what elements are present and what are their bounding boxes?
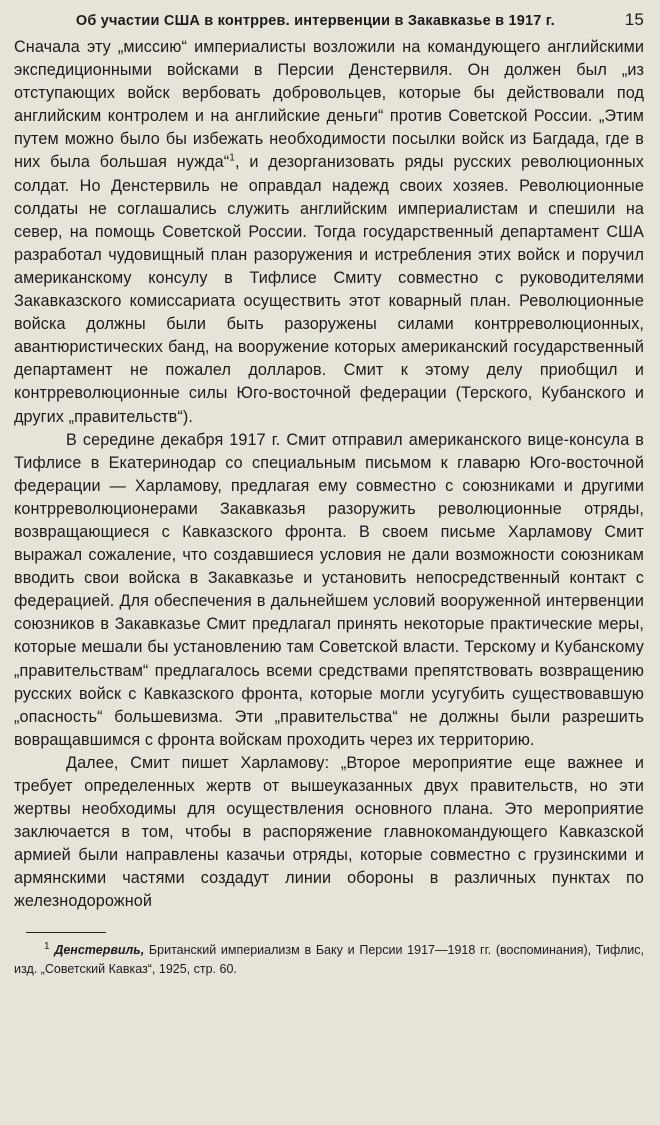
footnote-mark: 1 [44, 940, 50, 952]
body-text [14, 36, 644, 914]
paragraph-1-part-a: Сначала эту „миссию“ империалисты возложили на командующего английскими экспедиционными войсками в Персии Денстервиля. Он должен был „из отступающих войск вербовать добровольцев, которые бы действовали под английским контролем и на английские деньги“ против Советской России. „Этим путем можно было бы избежать необходимости посылки войск из Багдада, где в них была большая нужда“ [14, 38, 644, 172]
running-title: Об участии США в контррев. интервенции в Закавказье в 1917 г. [75, 13, 555, 29]
footnote-text: Британский империализм в Баку и Персии 1917—1918 гг. (воспоминания), Тифлис, изд. „Советский Кавказ“, 1925, стр. 60. [14, 942, 644, 976]
paragraph-1 [14, 36, 644, 429]
footnote-reference: 1 [229, 153, 235, 165]
footnote [14, 941, 644, 979]
paragraph-3: Далее, Смит пишет Харламову: „Второе мероприятие еще важнее и требует определенных жертв от вышеуказанных двух правительств, но эти жертвы необходимы для осуществления основного плана. Это мероприятие заключается в том, чтобы в распоряжение главнокомандующего Кавказской армией были направлены казачьи отряды, которые совместно с грузинскими и армянскими частями создадут линии обороны в различных пунктах по железнодорожной [14, 753, 644, 911]
paragraph-1-part-b: , и дезорганизовать ряды русских революционных солдат. Но Денстервиль не оправдал надежд своих хозяев. Революционные солдаты не соглашались служить английским империалистам и спешили на север, на помощь Советской России. Тогда государственный департамент США разработал чудовищный план разоружения и истребления этих войск и поручил американскому консулу в Тифлисе Смиту совместно с руководителями Закавказского комиссариата осуществить этот коварный план. Революционные войска должны были быть разоружены силами контрреволюционных, авантюристических банд, на вооружение которых американский государственный департамент не пожалел долларов. Смит к этому делу приобщил и контрреволюционные силы Юго-восточной федерации (Терского, Кубанского и других „правительств“). [14, 153, 644, 426]
paragraph-2: В середине декабря 1917 г. Смит отправил американского вице-консула в Тифлисе в Екатеринодар со специальным письмом к главарю Юго-восточной федерации — Харламову, предлагая ему совместно с союзниками и другими контрреволюционерами Закавказья разоружить революционные отряды, возвращающиеся с Кавказского фронта. В своем письме Харламову Смит выражал сожаление, что создавшиеся условия не дали возможности союзникам вводить свои войска в Закавказье и установить непосредственный контакт с федерацией. Для обеспечения в дальнейшем условий вооруженной интервенции союзников в Закавказье Смит предлагал принять некоторые практические меры, которые мешали бы установлению там Советской власти. Терскому и Кубанскому „правительствам“ предлагалось всеми средствами препятствовать возвращению русских войск с Кавказского фронта, которые могли усугубить существовавшую „опасность“ большевизма. Эти „правительства“ не должны были разрешить вовращавшимся с фронта войскам проходить через их территорию. [14, 430, 644, 749]
page-number: 15 [624, 10, 644, 29]
running-header [14, 10, 644, 36]
footnote-divider [26, 932, 106, 933]
footnote-author: Денстервиль, [54, 942, 145, 957]
